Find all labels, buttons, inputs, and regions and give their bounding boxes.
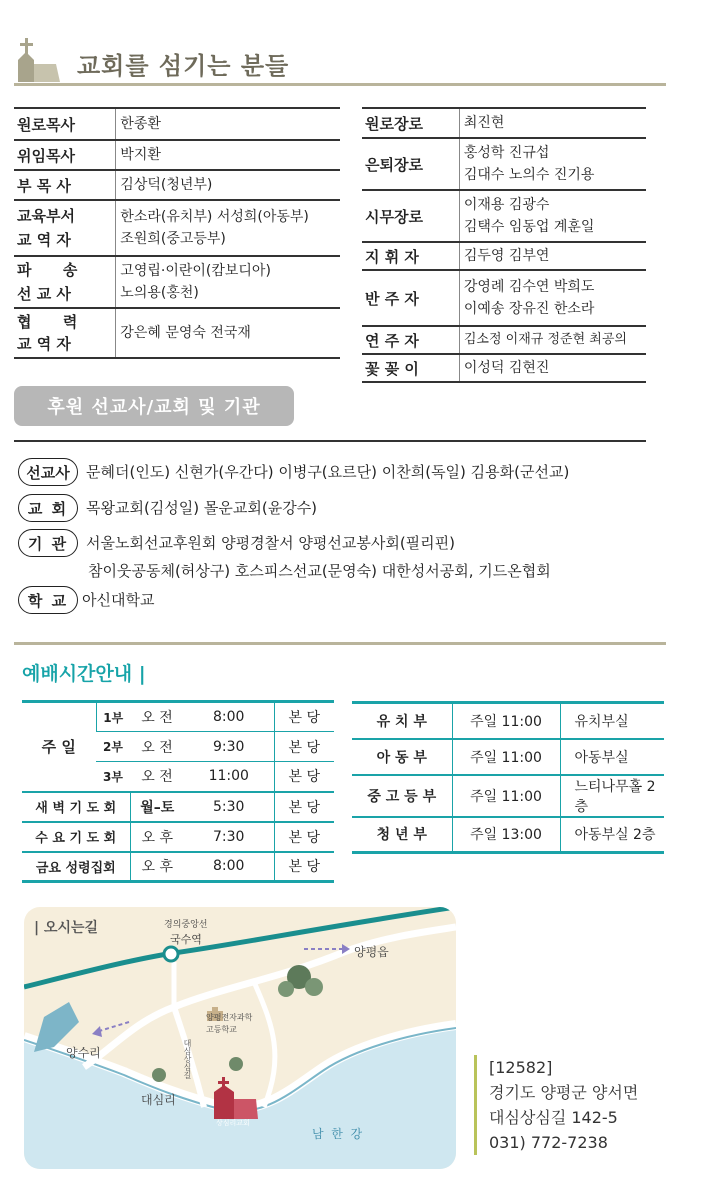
map-label-river: 남 한 강 (312, 1127, 363, 1141)
schools-list: 아신대학교 (82, 591, 155, 609)
dept-time: 주일 11:00 (452, 739, 560, 775)
role-label: 협 력 교 역 자 (14, 308, 116, 358)
service-ampm: 오 후 (130, 822, 184, 852)
institutions-row (18, 529, 455, 557)
service-place: 본 당 (274, 822, 334, 852)
service-time: 7:30 (184, 822, 274, 852)
phone-number: 031) 772-7238 (489, 1133, 608, 1152)
dept-time: 주일 11:00 (452, 775, 560, 817)
address-block (474, 1055, 638, 1155)
table-row (22, 792, 334, 822)
section-title: 교회를 섬기는 분들 (77, 52, 290, 80)
service-name: 새 벽 기 도 회 (22, 792, 130, 822)
category-badge: 선교사 (18, 458, 78, 486)
table-row (22, 852, 334, 882)
role-value: 김두영 김부연 (459, 242, 646, 270)
service-place: 본 당 (274, 762, 334, 792)
service-time: 9:30 (184, 732, 274, 762)
service-time: 5:30 (184, 792, 274, 822)
divider (14, 642, 666, 645)
dept-place: 아동부실 (560, 739, 664, 775)
category-badge: 기 관 (18, 529, 78, 557)
map-graphic (24, 907, 456, 1169)
role-value: 박지환 (116, 140, 340, 170)
service-ampm: 오 전 (130, 762, 184, 792)
dept-place: 아동부실 2층 (560, 817, 664, 853)
map-label-road: 대심상심길 (183, 1039, 192, 1079)
role-value: 강은혜 문영숙 전국재 (116, 308, 340, 358)
role-value: 이재용 김광수 김택수 임동업 계훈일 (459, 190, 646, 242)
table-row (22, 702, 334, 732)
worship-table-dept (352, 701, 664, 854)
churches-list: 목왕교회(김성일) 몰운교회(윤강수) (86, 499, 318, 517)
service-part: 3부 (96, 762, 130, 792)
support-section-header: 후원 선교사/교회 및 기관 (14, 386, 294, 426)
role-value: 김소정 이재규 정준현 최공의 (459, 326, 646, 354)
role-label: 꽃 꽂 이 (362, 354, 459, 382)
role-label: 연 주 자 (362, 326, 459, 354)
role-value: 이성덕 김현진 (459, 354, 646, 382)
role-label: 교육부서 교 역 자 (14, 200, 116, 256)
map-label-daesim: 대심리 (141, 1093, 176, 1107)
role-label: 시무장로 (362, 190, 459, 242)
role-label: 원로장로 (362, 108, 459, 138)
map-label-station: 국수역 (170, 933, 202, 946)
role-label: 위임목사 (14, 140, 116, 170)
postal-code: [12582] (489, 1058, 553, 1077)
worship-title: 예배시간안내 | (22, 663, 146, 685)
dept-name: 아 동 부 (352, 739, 452, 775)
staff-section-header (14, 34, 666, 86)
worship-table-main (22, 700, 334, 883)
dept-place: 유치부실 (560, 703, 664, 739)
role-value: 홍성학 진규섭 김대수 노의수 진기용 (459, 138, 646, 190)
map-label-school1: 양평전자과학 (206, 1013, 253, 1022)
service-part: 1부 (96, 702, 130, 732)
institutions-list: 서울노회선교후원회 양평경찰서 양평선교봉사회(필리핀) (86, 534, 456, 552)
table-row (352, 775, 664, 817)
service-ampm: 월–토 (130, 792, 184, 822)
role-label: 파 송 선 교 사 (14, 256, 116, 308)
table-row (352, 817, 664, 853)
dept-name: 유 치 부 (352, 703, 452, 739)
category-badge: 교 회 (18, 494, 78, 522)
divider (14, 440, 646, 442)
service-name: 수 요 기 도 회 (22, 822, 130, 852)
dept-name: 중 고 등 부 (352, 775, 452, 817)
table-row (22, 822, 334, 852)
service-time: 8:00 (184, 852, 274, 882)
map-label-yangsu: 양수리 (66, 1046, 101, 1060)
location-map (24, 907, 456, 1169)
staff-table-right (362, 107, 646, 383)
service-place: 본 당 (274, 792, 334, 822)
role-value: 강영례 김수연 박희도 이예송 장유진 한소라 (459, 270, 646, 326)
church-cross-icon (16, 34, 64, 82)
role-label: 부 목 사 (14, 170, 116, 200)
service-ampm: 오 후 (130, 852, 184, 882)
map-label-line: 경의중앙선 (164, 920, 208, 930)
role-label: 반 주 자 (362, 270, 459, 326)
staff-table-left (14, 107, 340, 359)
service-time: 8:00 (184, 702, 274, 732)
category-badge: 학 교 (18, 586, 78, 614)
service-name: 주 일 (22, 702, 96, 792)
missionaries-list: 문혜더(인도) 신현가(우간다) 이병구(요르단) 이찬희(독일) 김용화(군선교) (86, 463, 570, 481)
dept-time: 주일 11:00 (452, 703, 560, 739)
divider (14, 83, 666, 86)
role-label: 지 휘 자 (362, 242, 459, 270)
institutions-list-cont: 참이웃공동체(허상구) 호스피스선교(문영숙) 대한성서공회, 기드온협회 (88, 562, 551, 580)
role-value: 최진현 (459, 108, 646, 138)
service-ampm: 오 전 (130, 702, 184, 732)
service-place: 본 당 (274, 702, 334, 732)
churches-row (18, 494, 317, 522)
map-label-church: 상심리교회 (216, 1119, 250, 1127)
address-line: 경기도 양평군 양서면 (489, 1083, 639, 1102)
service-name: 금요 성령집회 (22, 852, 130, 882)
dept-place: 느티나무홀 2층 (560, 775, 664, 817)
dept-name: 청 년 부 (352, 817, 452, 853)
service-part: 2부 (96, 732, 130, 762)
address-line: 대심상심길 142-5 (489, 1108, 618, 1127)
role-label: 원로목사 (14, 108, 116, 140)
service-place: 본 당 (274, 732, 334, 762)
table-row (352, 739, 664, 775)
service-time: 11:00 (184, 762, 274, 792)
map-label-yangpyeong: 양평읍 (354, 945, 389, 959)
role-value: 고영립·이란이(캄보디아) 노의용(홍천) (116, 256, 340, 308)
map-title: | 오시는길 (34, 920, 99, 936)
role-value: 한소라(유치부) 서성희(아동부) 조원희(중고등부) (116, 200, 340, 256)
role-value: 김상덕(청년부) (116, 170, 340, 200)
service-ampm: 오 전 (130, 732, 184, 762)
missionaries-row (18, 458, 569, 486)
role-value: 한종환 (116, 108, 340, 140)
schools-row (18, 586, 154, 614)
map-label-school2: 고등학교 (206, 1025, 237, 1034)
dept-time: 주일 13:00 (452, 817, 560, 853)
service-place: 본 당 (274, 852, 334, 882)
table-row (352, 703, 664, 739)
role-label: 은퇴장로 (362, 138, 459, 190)
